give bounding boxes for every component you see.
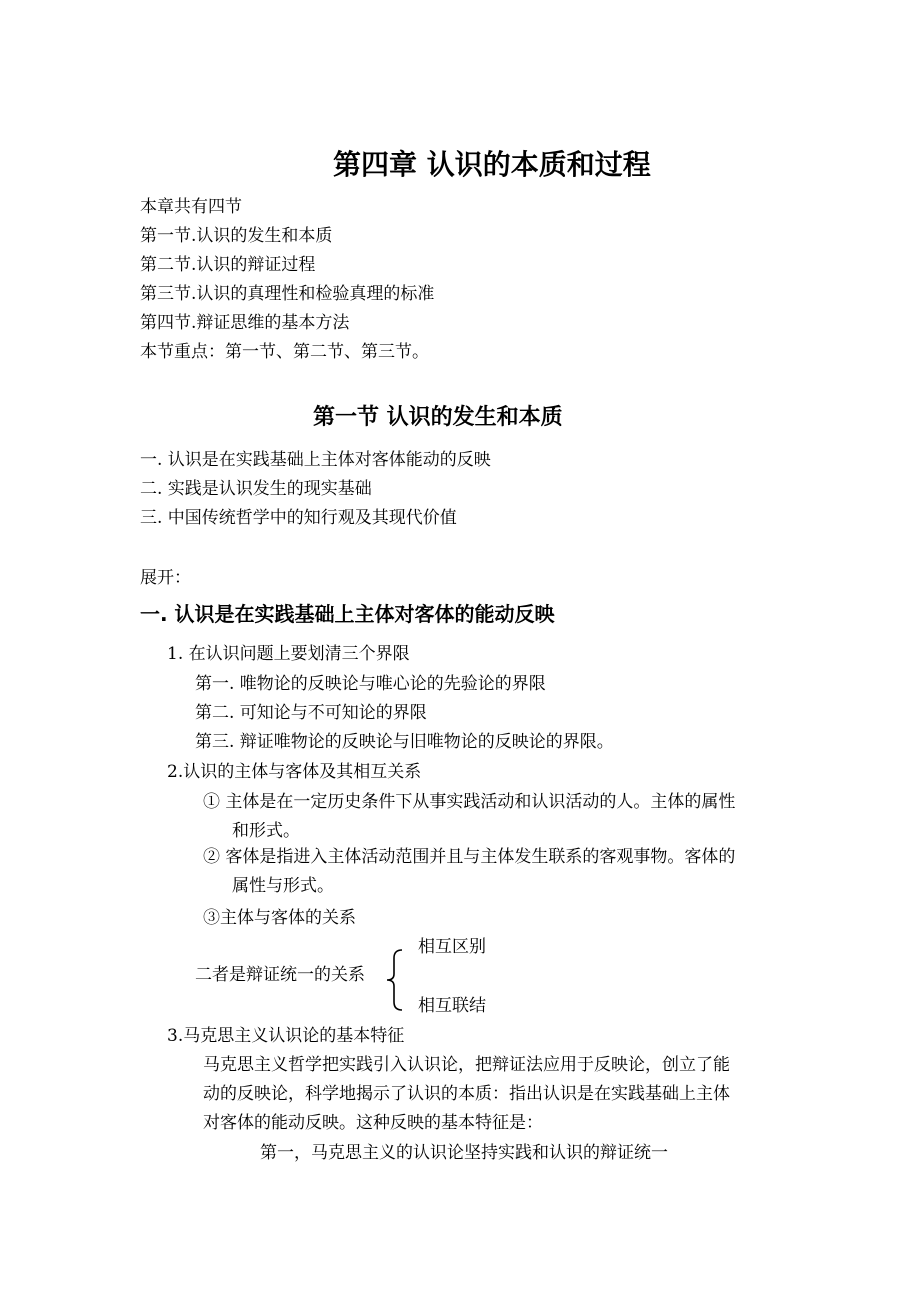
section-title: 第一节 认识的发生和本质 [313, 405, 563, 430]
brace-icon [384, 948, 406, 1012]
point2-title: 2.认识的主体与客体及其相互关系 [167, 762, 422, 782]
toc-intro: 本章共有四节 [140, 197, 242, 217]
point2-sub1: ① 主体是在一定历史条件下从事实践活动和认识活动的人。主体的属性 [203, 792, 736, 812]
chapter-title: 第四章 认识的本质和过程 [333, 148, 651, 181]
point3-para-line: 对客体的能动反映。这种反映的基本特征是： [203, 1113, 543, 1133]
point1-item: 第三. 辩证唯物论的反映论与旧唯物论的反映论的界限。 [195, 732, 614, 752]
point2-sub1-cont: 和形式。 [232, 821, 300, 841]
point2-sub2-cont: 属性与形式。 [232, 876, 334, 896]
relation-b: 相互联结 [418, 996, 486, 1016]
toc-focus: 本节重点：第一节、第二节、第三节。 [140, 342, 429, 362]
point3-para-line: 动的反映论，科学地揭示了认识的本质：指出认识是在实践基础上主体 [203, 1084, 730, 1104]
point2-sub3: ③主体与客体的关系 [203, 908, 356, 928]
toc-item: 第四节.辩证思维的基本方法 [140, 313, 350, 333]
relation-label: 二者是辩证统一的关系 [195, 965, 365, 985]
point2-sub2: ② 客体是指进入主体活动范围并且与主体发生联系的客观事物。客体的 [203, 847, 736, 867]
point3-title: 3.马克思主义认识论的基本特征 [167, 1026, 405, 1046]
relation-a: 相互区别 [418, 937, 486, 957]
point1-title: 1. 在认识问题上要划清三个界限 [167, 644, 410, 664]
outline-item: 一. 认识是在实践基础上主体对客体能动的反映 [140, 450, 491, 470]
point1-item: 第二. 可知论与不可知论的界限 [195, 703, 427, 723]
outline-item: 二. 实践是认识发生的现实基础 [140, 479, 372, 499]
outline-item: 三. 中国传统哲学中的知行观及其现代价值 [140, 508, 457, 528]
subsection-heading: 一. 认识是在实践基础上主体对客体的能动反映 [140, 602, 555, 626]
point3-first: 第一，马克思主义的认识论坚持实践和认识的辩证统一 [260, 1143, 668, 1163]
toc-item: 第二节.认识的辩证过程 [140, 255, 316, 275]
point1-item: 第一. 唯物论的反映论与唯心论的先验论的界限 [195, 674, 546, 694]
expand-label: 展开： [140, 568, 191, 588]
toc-item: 第一节.认识的发生和本质 [140, 226, 333, 246]
toc-item: 第三节.认识的真理性和检验真理的标准 [140, 284, 435, 304]
point3-para-line: 马克思主义哲学把实践引入认识论，把辩证法应用于反映论，创立了能 [203, 1055, 730, 1075]
